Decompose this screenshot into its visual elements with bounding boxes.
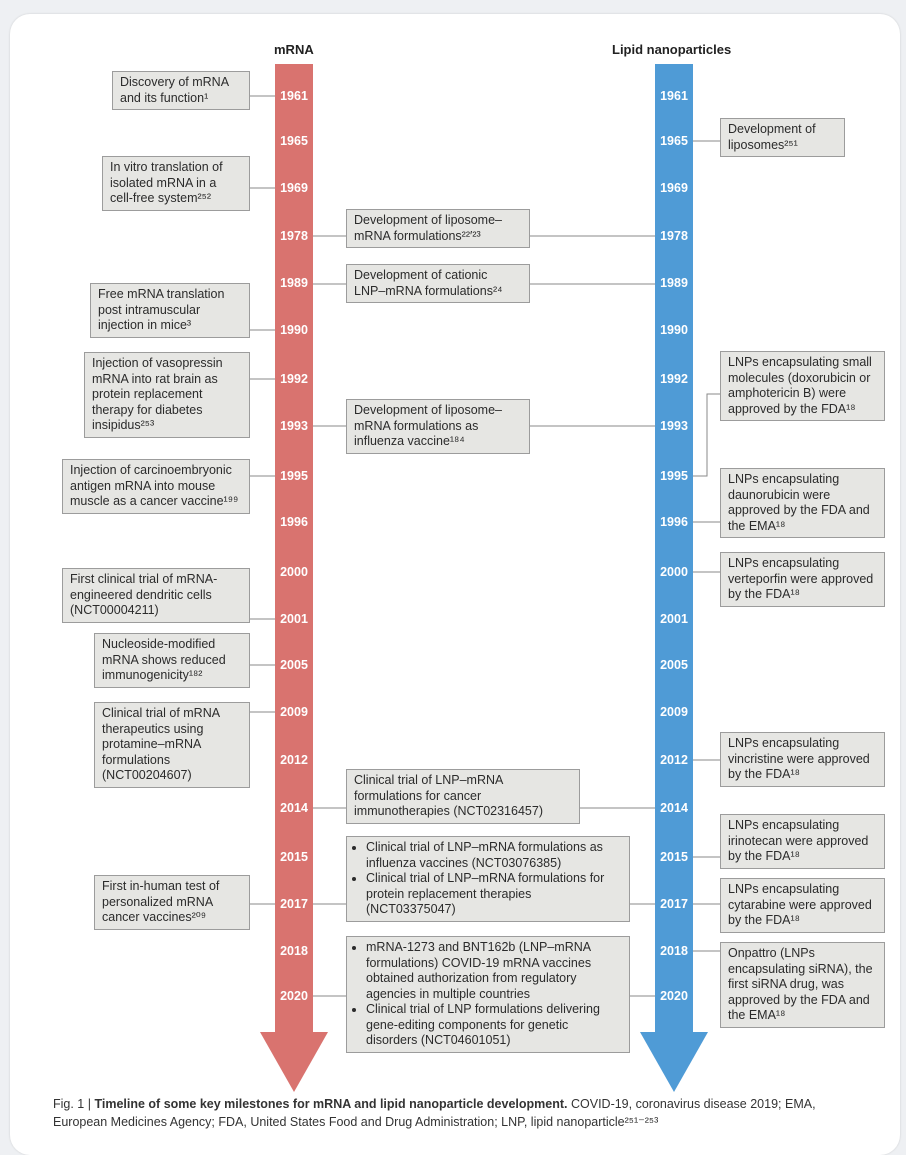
lnp-year: 1965 xyxy=(660,134,688,148)
lnp-year: 2017 xyxy=(660,897,688,911)
mrna-milestone-2005: Nucleoside-modified mRNA shows reduced immunogenicity¹⁸² xyxy=(94,633,250,688)
mrna-year: 2005 xyxy=(280,658,308,672)
middle-list-item: • Clinical trial of LNP formulations delivering gene-editing components for genetic disorders (NCT04601051) xyxy=(366,1002,622,1049)
mrna-year: 1989 xyxy=(280,276,308,290)
mrna-year: 2020 xyxy=(280,989,308,1003)
mrna-milestone-2009: Clinical trial of mRNA therapeutics using protamine–mRNA formulations (NCT00204607) xyxy=(94,702,250,788)
middle-list-item: • mRNA-1273 and BNT162b (LNP–mRNA formulations) COVID-19 mRNA vaccines obtained authorization from regulatory agencies in multiple countries xyxy=(366,940,622,1002)
mrna-milestone-1969: In vitro translation of isolated mRNA in a cell-free system²⁵² xyxy=(102,156,250,211)
mrna-year: 1996 xyxy=(280,515,308,529)
mrna-column-title: mRNA xyxy=(274,42,314,57)
lnp-column-title: Lipid nanoparticles xyxy=(612,42,732,57)
caption-prefix: Fig. 1 | xyxy=(53,1097,91,1111)
mrna-year: 1965 xyxy=(280,134,308,148)
lnp-milestone-1996: LNPs encapsulating daunorubicin were approved by the FDA and the EMA¹⁸ xyxy=(720,468,885,538)
lnp-year: 2009 xyxy=(660,705,688,719)
figure-card xyxy=(10,14,900,1155)
mrna-year: 1961 xyxy=(280,89,308,103)
mrna-milestone-2001: First clinical trial of mRNA-engineered dendritic cells (NCT00004211) xyxy=(62,568,250,623)
lnp-year: 2020 xyxy=(660,989,688,1003)
middle-list-item: • Clinical trial of LNP–mRNA formulations for protein replacement therapies (NCT03375047) xyxy=(366,871,622,918)
middle-milestone-1993: Development of liposome–mRNA formulations as influenza vaccine¹⁸⁴ xyxy=(346,399,530,454)
mrna-year: 2001 xyxy=(280,612,308,626)
lnp-year: 2014 xyxy=(660,801,688,815)
lnp-year: 1978 xyxy=(660,229,688,243)
lnp-milestone-2017: LNPs encapsulating cytarabine were approved by the FDA¹⁸ xyxy=(720,878,885,933)
mrna-year: 1990 xyxy=(280,323,308,337)
lnp-year: 1989 xyxy=(660,276,688,290)
mrna-year: 1993 xyxy=(280,419,308,433)
lnp-year: 2012 xyxy=(660,753,688,767)
mrna-year: 1978 xyxy=(280,229,308,243)
middle-milestone-2014: Clinical trial of LNP–mRNA formulations for cancer immunotherapies (NCT02316457) xyxy=(346,769,580,824)
mrna-milestone-1990: Free mRNA translation post intramuscular injection in mice³ xyxy=(90,283,250,338)
mrna-year: 1969 xyxy=(280,181,308,195)
lnp-year: 1996 xyxy=(660,515,688,529)
lnp-year: 1995 xyxy=(660,469,688,483)
mrna-milestone-1992: Injection of vasopressin mRNA into rat brain as protein replacement therapy for diabetes insipidus²⁵³ xyxy=(84,352,250,438)
middle-milestone-2015-2017 xyxy=(346,836,630,922)
lnp-year: 1961 xyxy=(660,89,688,103)
middle-list-item: • Clinical trial of LNP–mRNA formulations as influenza vaccines (NCT03076385) xyxy=(366,840,622,871)
lnp-year: 2018 xyxy=(660,944,688,958)
mrna-year: 2012 xyxy=(280,753,308,767)
lnp-year: 2001 xyxy=(660,612,688,626)
mrna-milestone-2017: First in-human test of personalized mRNA cancer vaccines²⁰⁹ xyxy=(94,875,250,930)
lnp-year: 1992 xyxy=(660,372,688,386)
mrna-milestone-1995: Injection of carcinoembryonic antigen mRNA into mouse muscle as a cancer vaccine¹⁹⁹ xyxy=(62,459,250,514)
lnp-milestone-2012: LNPs encapsulating vincristine were approved by the FDA¹⁸ xyxy=(720,732,885,787)
mrna-year: 2015 xyxy=(280,850,308,864)
middle-milestone-2018-2020 xyxy=(346,936,630,1053)
lnp-year: 2000 xyxy=(660,565,688,579)
lnp-milestone-1995: LNPs encapsulating small molecules (doxorubicin or amphotericin B) were approved by the FDA¹⁸ xyxy=(720,351,885,421)
lnp-milestone-2015: LNPs encapsulating irinotecan were approved by the FDA¹⁸ xyxy=(720,814,885,869)
middle-milestone-1978: Development of liposome–mRNA formulations²²′²³ xyxy=(346,209,530,248)
lnp-milestone-2000: LNPs encapsulating verteporfin were approved by the FDA¹⁸ xyxy=(720,552,885,607)
mrna-year: 1995 xyxy=(280,469,308,483)
caption-title: Timeline of some key milestones for mRNA and lipid nanoparticle development. xyxy=(94,1097,568,1111)
lnp-milestone-2018: Onpattro (LNPs encapsulating siRNA), the first siRNA drug, was approved by the FDA and the EMA¹⁸ xyxy=(720,942,885,1028)
lnp-year: 1993 xyxy=(660,419,688,433)
mrna-arrow-head xyxy=(260,1032,328,1092)
mrna-year: 2009 xyxy=(280,705,308,719)
lnp-year: 1990 xyxy=(660,323,688,337)
mrna-year: 2014 xyxy=(280,801,308,815)
lnp-arrow-head xyxy=(640,1032,708,1092)
caption-text: COVID-19, coronavirus disease 2019; EMA, European Medicines Agency; FDA, United States Food and Drug Administration; LNP, lipid nanoparticle²⁵¹⁻²⁵³ xyxy=(53,1097,816,1129)
mrna-year: 1992 xyxy=(280,372,308,386)
middle-milestone-1989: Development of cationic LNP–mRNA formulations²⁴ xyxy=(346,264,530,303)
lnp-year: 1969 xyxy=(660,181,688,195)
figure-caption xyxy=(53,1095,853,1131)
mrna-year: 2000 xyxy=(280,565,308,579)
lnp-year: 2005 xyxy=(660,658,688,672)
lnp-milestone-1965: Development of liposomes²⁵¹ xyxy=(720,118,845,157)
mrna-year: 2017 xyxy=(280,897,308,911)
lnp-year: 2015 xyxy=(660,850,688,864)
mrna-year: 2018 xyxy=(280,944,308,958)
mrna-milestone-1961: Discovery of mRNA and its function¹ xyxy=(112,71,250,110)
